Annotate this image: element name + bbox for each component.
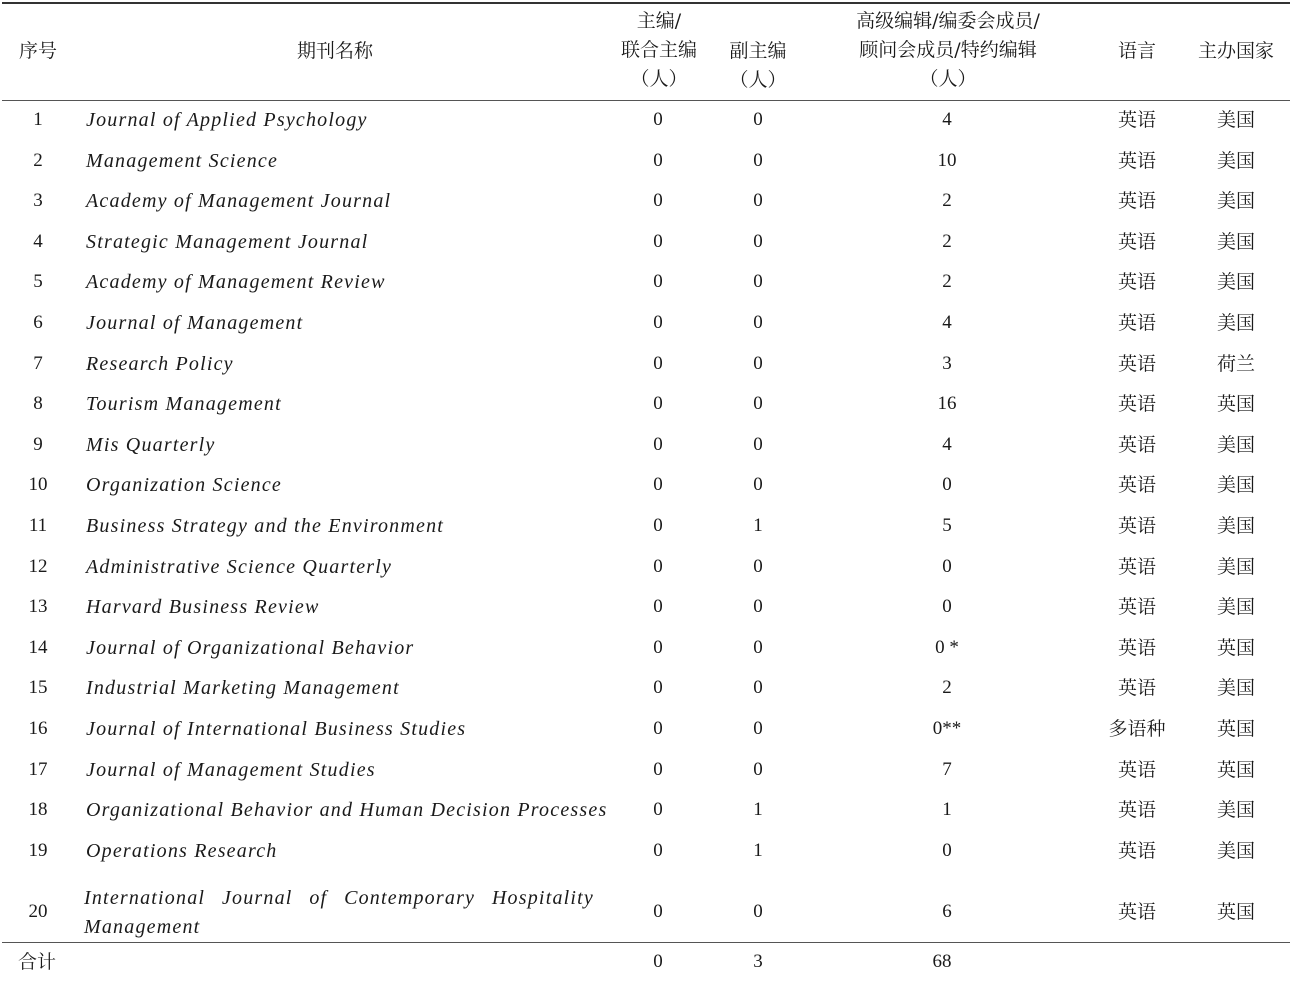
senior-editor-count: 3 (942, 352, 952, 374)
host-country: 美国 (1216, 839, 1255, 862)
row-index: 2 (33, 149, 43, 171)
chief-editor-count: 0 (653, 758, 663, 780)
deputy-editor-count: 0 (753, 433, 763, 455)
chief-editor-count: 0 (653, 230, 663, 252)
chief-editor-count: 0 (653, 271, 663, 293)
host-country: 美国 (1216, 677, 1255, 700)
row-index: 3 (33, 190, 43, 212)
chief-editor-count: 0 (653, 901, 663, 923)
senior-editor-count: 0 (942, 555, 952, 577)
senior-editor-count: 7 (942, 758, 952, 780)
row-index: 16 (28, 718, 48, 739)
chief-editor-count: 0 (653, 190, 663, 212)
journal-name: Tourism Management (86, 393, 282, 416)
language: 英语 (1117, 758, 1156, 781)
chief-editor-count: 0 (653, 555, 663, 577)
language: 英语 (1117, 149, 1156, 172)
row-index: 18 (28, 799, 48, 821)
row-index: 10 (28, 474, 48, 496)
host-country: 美国 (1216, 433, 1255, 456)
journal-name: Operations Research (86, 839, 278, 862)
journal-name: Strategic Management Journal (86, 230, 369, 253)
row-index: 15 (28, 677, 48, 699)
header-language: 语言 (1117, 40, 1156, 62)
journal-name: Journal of Management Studies (86, 758, 376, 781)
host-country: 美国 (1216, 555, 1255, 578)
senior-editor-count: 2 (942, 230, 952, 252)
row-index: 19 (28, 839, 48, 861)
language: 英语 (1117, 393, 1156, 416)
deputy-editor-count: 0 (753, 758, 763, 780)
senior-editor-count: 4 (942, 433, 952, 455)
deputy-editor-count: 0 (753, 109, 763, 130)
language: 英语 (1117, 352, 1156, 375)
journal-name: Management Science (86, 149, 279, 172)
language: 英语 (1117, 636, 1156, 659)
row-index: 6 (33, 312, 43, 333)
row-index: 4 (33, 230, 43, 252)
deputy-editor-count: 0 (753, 596, 763, 618)
header-journal-name: 期刊名称 (296, 40, 373, 62)
host-country: 美国 (1216, 474, 1255, 497)
chief-editor-count: 0 (653, 596, 663, 618)
deputy-editor-count: 0 (753, 901, 763, 923)
header-deputy-editor: 副主编 （人） (729, 40, 787, 91)
header-index: 序号 (18, 40, 57, 62)
deputy-editor-count: 1 (753, 515, 763, 536)
host-country: 美国 (1216, 271, 1255, 294)
chief-editor-count: 0 (653, 149, 663, 171)
chief-editor-count: 0 (653, 799, 663, 821)
chief-editor-count: 0 (653, 718, 663, 739)
row-index: 7 (33, 352, 43, 374)
journal-name: Academy of Management Review (86, 271, 386, 294)
journal-name: Research Policy (86, 352, 234, 375)
host-country: 美国 (1216, 109, 1255, 131)
journal-name: Journal of Applied Psychology (86, 109, 368, 131)
deputy-editor-count: 0 (753, 393, 763, 415)
total-label: 合计 (18, 951, 57, 973)
journal-name: Journal of International Business Studies (86, 718, 467, 740)
host-country: 美国 (1216, 230, 1255, 253)
deputy-editor-count: 0 (753, 555, 763, 577)
senior-editor-count: 0 (942, 474, 952, 496)
host-country: 美国 (1216, 149, 1255, 172)
journal-name: Business Strategy and the Environment (86, 515, 445, 537)
total-chief-editor: 0 (653, 951, 663, 972)
chief-editor-count: 0 (653, 393, 663, 415)
deputy-editor-count: 0 (753, 718, 763, 739)
host-country: 美国 (1216, 799, 1255, 822)
deputy-editor-count: 0 (753, 636, 763, 658)
journal-name: Academy of Management Journal (86, 190, 392, 213)
journal-name: Journal of Organizational Behavior (86, 636, 415, 659)
language: 英语 (1117, 190, 1156, 213)
header-senior-editor: 高级编辑/编委会成员/ 顾问会成员/特约编辑 （人） (856, 10, 1040, 90)
senior-editor-count: 4 (942, 109, 952, 130)
journal-name: International Journal of Contemporary Hospitality Management (84, 887, 594, 939)
chief-editor-count: 0 (653, 677, 663, 699)
row-index: 12 (28, 555, 48, 577)
language: 英语 (1117, 474, 1156, 497)
chief-editor-count: 0 (653, 474, 663, 496)
row-index: 11 (28, 515, 48, 536)
language: 英语 (1117, 839, 1156, 862)
row-index: 1 (33, 109, 43, 130)
host-country: 美国 (1216, 596, 1255, 619)
senior-editor-count: 10 (937, 149, 957, 171)
senior-editor-count: 2 (942, 190, 952, 212)
header-country: 主办国家 (1197, 40, 1274, 62)
header-chief-editor: 主编/ 联合主编 （人） (620, 10, 697, 90)
total-deputy-editor: 3 (753, 951, 763, 972)
journal-name: Organization Science (86, 474, 283, 497)
row-index: 9 (33, 433, 43, 455)
language: 英语 (1117, 109, 1156, 131)
deputy-editor-count: 1 (753, 839, 763, 861)
deputy-editor-count: 0 (753, 149, 763, 171)
deputy-editor-count: 0 (753, 190, 763, 212)
deputy-editor-count: 0 (753, 474, 763, 496)
deputy-editor-count: 0 (753, 352, 763, 374)
host-country: 英国 (1216, 718, 1255, 740)
senior-editor-count: 4 (942, 312, 952, 333)
row-index: 20 (28, 901, 48, 923)
deputy-editor-count: 0 (753, 677, 763, 699)
host-country: 英国 (1216, 636, 1255, 659)
senior-editor-count: 6 (942, 901, 952, 923)
journal-name: Industrial Marketing Management (86, 677, 400, 700)
senior-editor-count: 2 (942, 271, 952, 293)
journal-name: Journal of Management (86, 312, 304, 334)
row-index: 5 (33, 271, 43, 293)
language: 多语种 (1108, 718, 1166, 740)
senior-editor-count: 5 (942, 515, 952, 536)
chief-editor-count: 0 (653, 433, 663, 455)
language: 英语 (1117, 596, 1156, 619)
language: 英语 (1117, 555, 1156, 578)
row-index: 13 (28, 596, 48, 618)
chief-editor-count: 0 (653, 636, 663, 658)
host-country: 美国 (1216, 312, 1255, 334)
language: 英语 (1117, 677, 1156, 700)
host-country: 英国 (1216, 901, 1255, 924)
chief-editor-count: 0 (653, 839, 663, 861)
table-top-rule (2, 2, 1290, 4)
senior-editor-count: 0 (942, 596, 952, 618)
language: 英语 (1117, 312, 1156, 334)
language: 英语 (1117, 515, 1156, 537)
chief-editor-count: 0 (653, 352, 663, 374)
senior-editor-count: 1 (942, 799, 952, 821)
senior-editor-count: 2 (942, 677, 952, 699)
senior-editor-count: 0 (942, 839, 952, 861)
language: 英语 (1117, 271, 1156, 294)
row-index: 14 (28, 636, 48, 658)
row-index: 17 (28, 758, 48, 780)
journal-name: Harvard Business Review (86, 596, 320, 619)
deputy-editor-count: 0 (753, 230, 763, 252)
host-country: 英国 (1216, 393, 1255, 416)
host-country: 美国 (1216, 515, 1255, 537)
journal-name: Administrative Science Quarterly (86, 555, 393, 578)
journal-name: Organizational Behavior and Human Decision Processes (86, 799, 608, 822)
senior-editor-count: 0** (932, 718, 962, 739)
senior-editor-count: 0 * (935, 636, 959, 658)
host-country: 英国 (1216, 758, 1255, 781)
total-senior-editor: 68 (932, 951, 952, 972)
deputy-editor-count: 0 (753, 312, 763, 333)
deputy-editor-count: 1 (753, 799, 763, 821)
row-index: 8 (33, 393, 43, 415)
host-country: 荷兰 (1216, 352, 1255, 375)
chief-editor-count: 0 (653, 109, 663, 130)
language: 英语 (1117, 901, 1156, 924)
language: 英语 (1117, 433, 1156, 456)
deputy-editor-count: 0 (753, 271, 763, 293)
senior-editor-count: 16 (937, 393, 957, 415)
language: 英语 (1117, 799, 1156, 822)
journal-name: Mis Quarterly (86, 433, 216, 456)
chief-editor-count: 0 (653, 312, 663, 333)
header-rule (2, 100, 1290, 101)
chief-editor-count: 0 (653, 515, 663, 536)
language: 英语 (1117, 230, 1156, 253)
total-rule (2, 942, 1290, 943)
host-country: 美国 (1216, 190, 1255, 213)
